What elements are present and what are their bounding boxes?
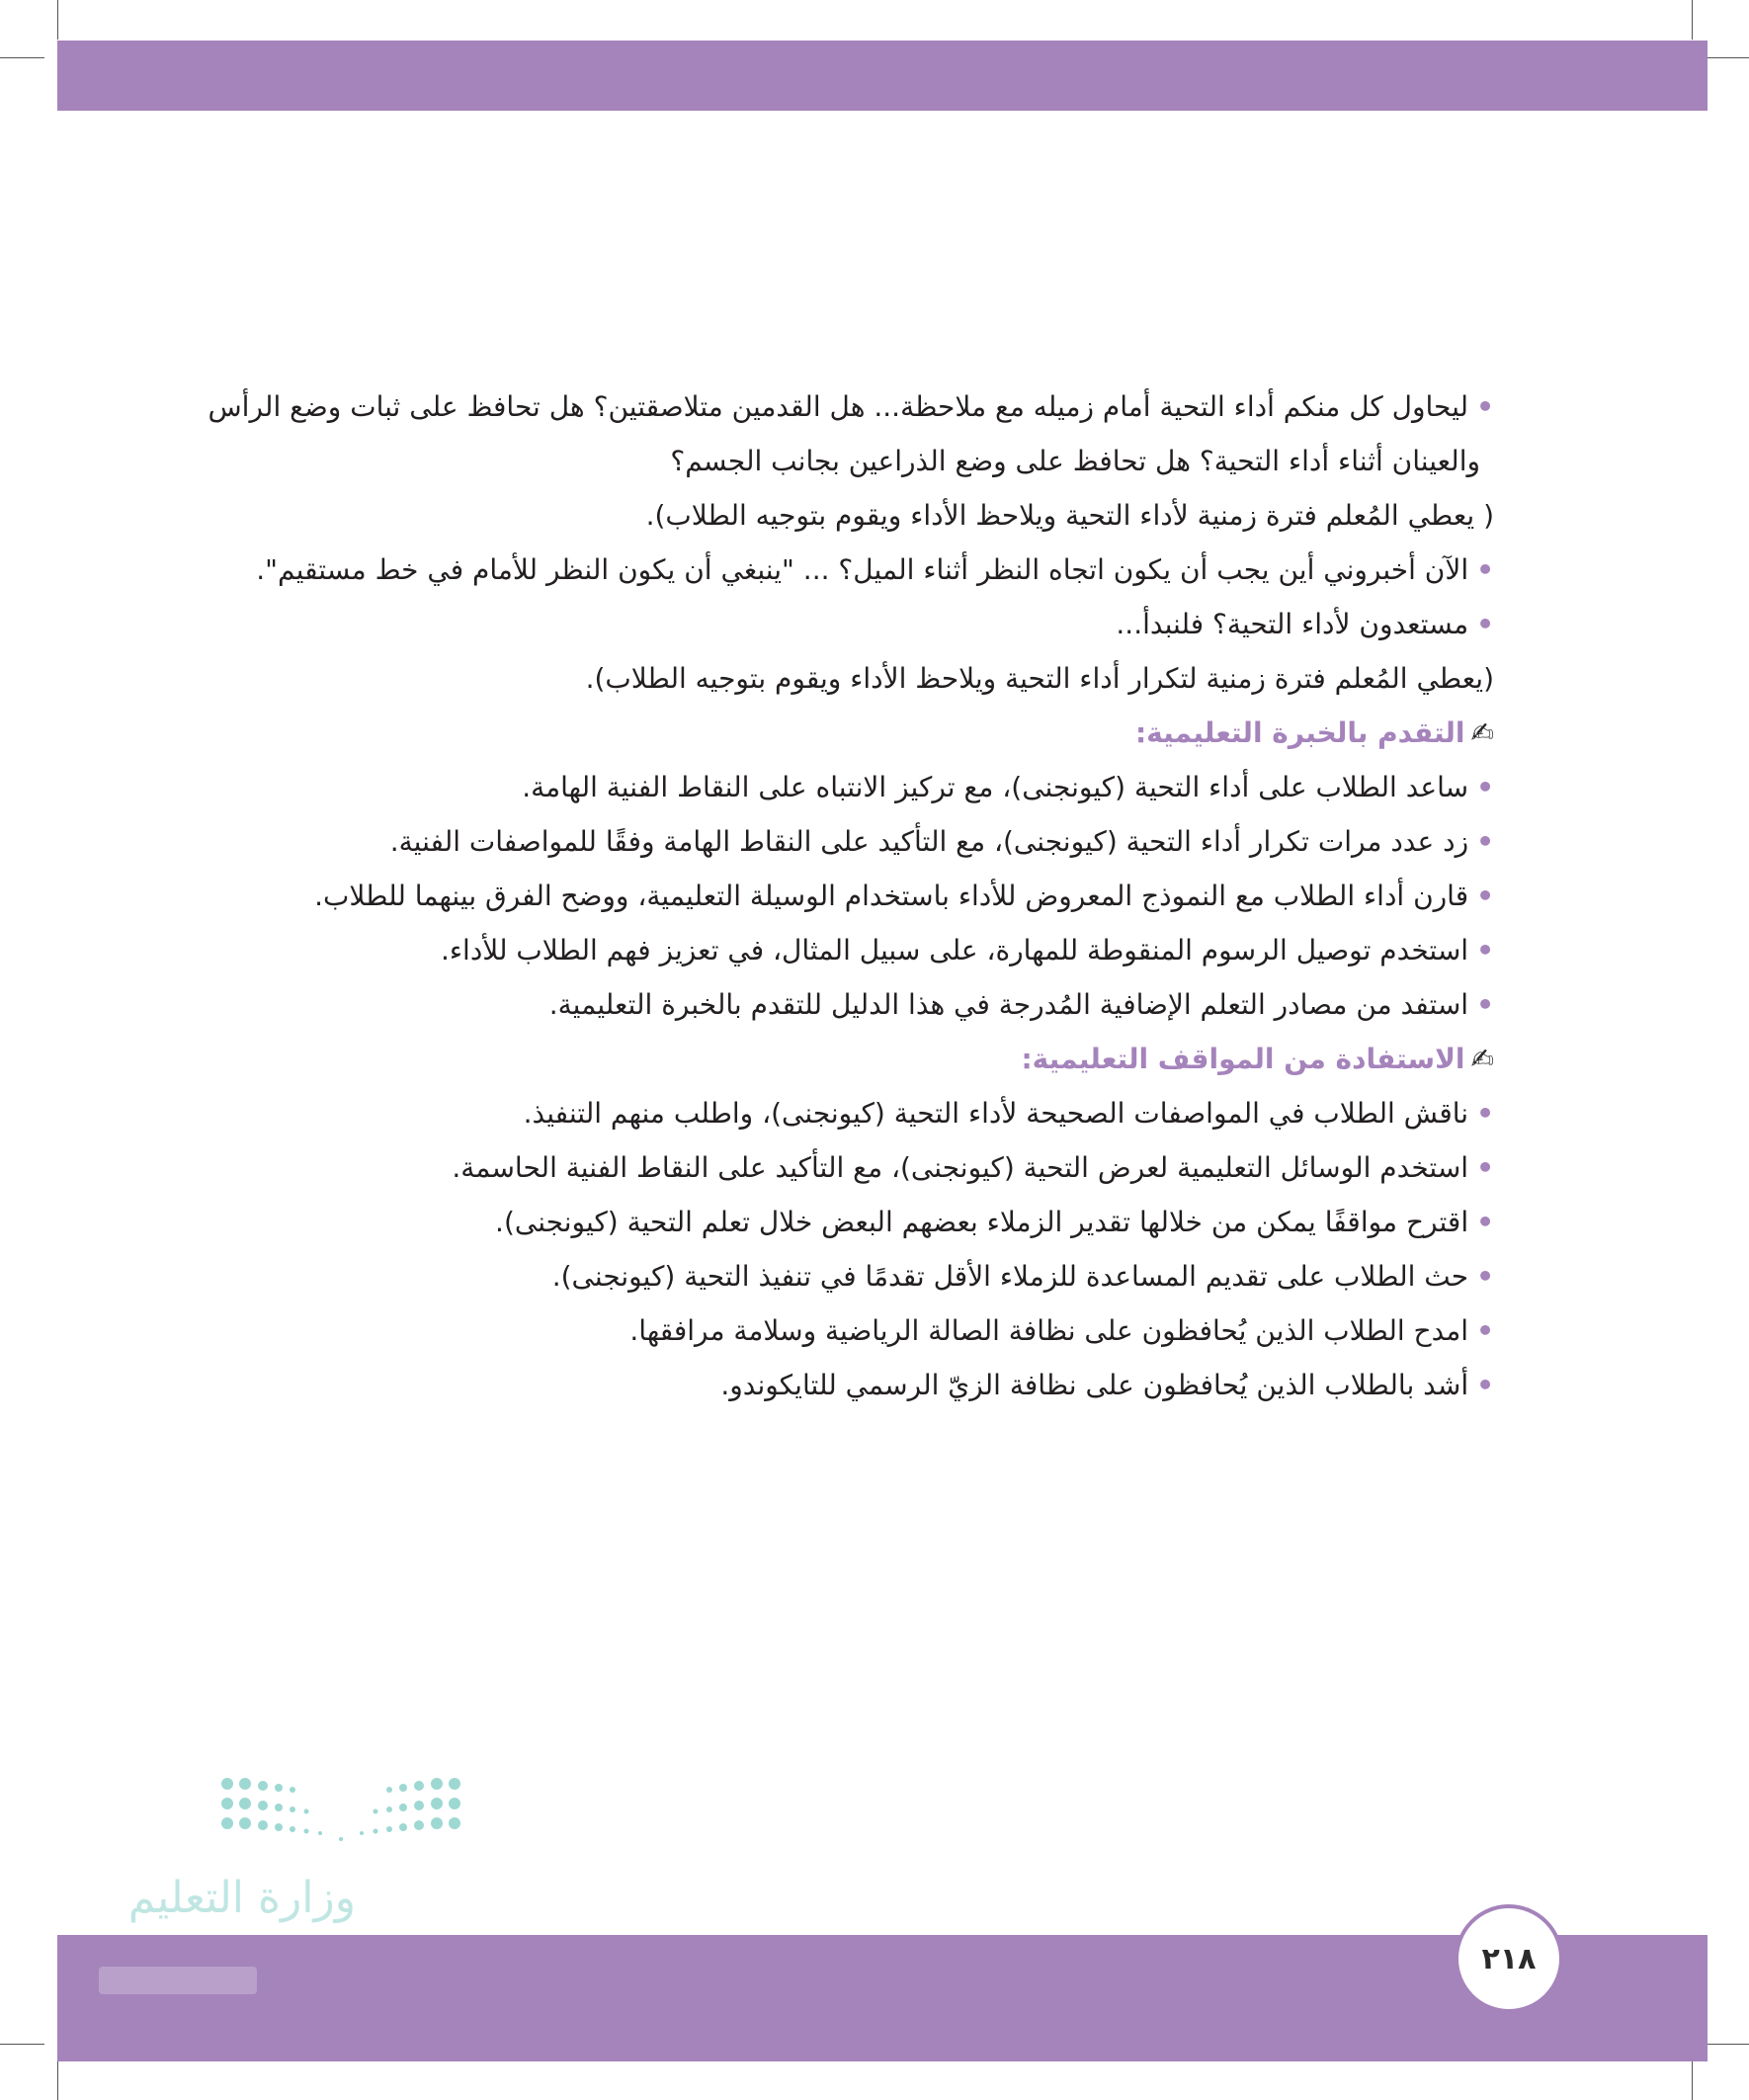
bullet-icon: • [1476, 1151, 1494, 1184]
ministry-name: وزارة التعليم [127, 1873, 356, 1923]
list-item: •امدح الطلاب الذين يُحافظون على نظافة الصالة الرياضية وسلامة مرافقها. [629, 1314, 1494, 1347]
bullet-icon: • [1476, 1369, 1494, 1401]
note-line: ( يعطي المُعلم فترة زمنية لأداء التحية ويلاحظ الأداء ويقوم بتوجيه الطلاب). [645, 499, 1494, 532]
header-band [57, 41, 1707, 111]
section-heading-progress: ✍التقدم بالخبرة التعليمية: [198, 714, 1494, 768]
bullet-icon: • [1476, 988, 1494, 1021]
bullet-line: •الآن أخبروني أين يجب أن يكون اتجاه النظر أثناء الميل؟ ... "ينبغي أن يكون النظر للأمام في خط مستقيم". [256, 553, 1494, 586]
list-item: •قارن أداء الطلاب مع النموذج المعروض للأداء باستخدام الوسيلة التعليمية، ووضح الفرق بينهما للطلاب. [314, 880, 1494, 912]
crop-mark [57, 2061, 58, 2100]
bullet-icon: • [1476, 771, 1494, 803]
bullet-icon: • [1476, 825, 1494, 858]
list-item: •زد عدد مرات تكرار أداء التحية (كيونجنى)، مع التأكيد على النقاط الهامة وفقًا للمواصفات الفنية. [389, 825, 1494, 858]
section-heading-situations: ✍الاستفادة من المواقف التعليمية: [198, 1040, 1494, 1094]
page-number: ٢١٨ [1455, 1904, 1563, 2013]
bullet-icon: • [1476, 1097, 1494, 1130]
bullet-icon: • [1476, 553, 1494, 586]
list-item: •حث الطلاب على تقديم المساعدة للزملاء الأقل تقدمًا في تنفيذ التحية (كيونجنى). [551, 1260, 1494, 1293]
note-line: (يعطي المُعلم فترة زمنية لتكرار أداء التحية ويلاحظ الأداء ويقوم بتوجيه الطلاب). [585, 662, 1494, 695]
crop-mark [0, 2044, 44, 2045]
list-item: •اقترح مواقفًا يمكن من خلالها تقدير الزملاء بعضهم البعض خلال تعلم التحية (كيونجنى). [495, 1206, 1494, 1238]
pencil-note-icon: ✍ [1470, 1043, 1494, 1075]
bullet-line: •ليحاول كل منكم أداء التحية أمام زميله مع ملاحظة... هل القدمين متلاصقتين؟ هل تحافظ على ثبات وضع الرأس [208, 390, 1494, 423]
list-item: •ساعد الطلاب على أداء التحية (كيونجنى)، مع تركيز الانتباه على النقاط الفنية الهامة. [522, 771, 1494, 803]
list-item: •استخدم توصيل الرسوم المنقوطة للمهارة، على سبيل المثال، في تعزيز فهم الطلاب للأداء. [440, 934, 1494, 966]
crop-mark [1705, 2044, 1749, 2045]
list-item: •أشد بالطلاب الذين يُحافظون على نظافة الزيّ الرسمي للتايكوندو. [720, 1369, 1494, 1401]
list-item: •استفد من مصادر التعلم الإضافية المُدرجة في هذا الدليل للتقدم بالخبرة التعليمية. [548, 988, 1494, 1021]
continuation-line: والعينان أثناء أداء التحية؟ هل تحافظ على وضع الذراعين بجانب الجسم؟ [670, 445, 1480, 477]
bullet-icon: • [1476, 608, 1494, 640]
bullet-line: •مستعدون لأداء التحية؟ فلنبدأ... [1116, 608, 1494, 640]
list-item: •استخدم الوسائل التعليمية لعرض التحية (كيونجنى)، مع التأكيد على النقاط الفنية الحاسمة. [452, 1151, 1494, 1184]
bullet-icon: • [1476, 880, 1494, 912]
bullet-icon: • [1476, 1314, 1494, 1347]
pencil-note-icon: ✍ [1470, 716, 1494, 749]
bullet-icon: • [1476, 1260, 1494, 1293]
list-item: •ناقش الطلاب في المواصفات الصحيحة لأداء التحية (كيونجنى)، واطلب منهم التنفيذ. [523, 1097, 1494, 1130]
page-content [198, 387, 1494, 1420]
bullet-icon: • [1476, 390, 1494, 423]
crop-mark [0, 57, 44, 58]
logo-subtitle-block [99, 1967, 257, 1994]
bullet-icon: • [1476, 934, 1494, 966]
crop-mark [1692, 0, 1693, 40]
bullet-icon: • [1476, 1206, 1494, 1238]
crop-mark [1692, 2061, 1693, 2100]
crop-mark [1705, 57, 1749, 58]
crop-mark [57, 0, 58, 40]
